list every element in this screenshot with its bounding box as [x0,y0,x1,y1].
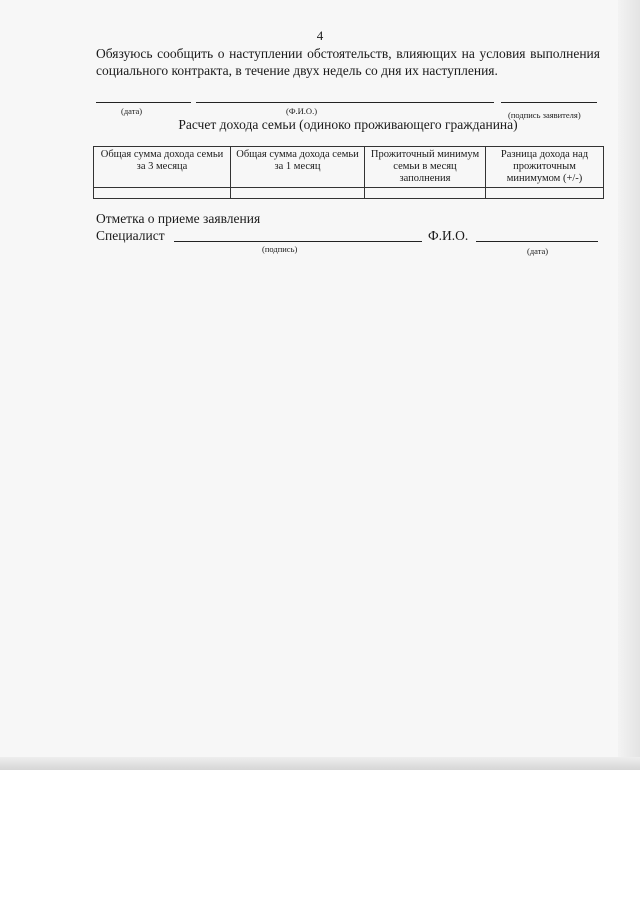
table-row [94,188,604,199]
reception-heading: Отметка о приеме заявления [96,211,261,226]
specialist-signature-caption: (подпись) [262,244,298,254]
page-edge-shadow [618,0,640,770]
header-income-3-months: Общая сумма дохода семьи за 3 месяца [94,147,231,188]
specialist-signature-line[interactable] [174,241,422,242]
specialist-label: Специалист [96,228,165,243]
applicant-signature-caption: (подпись заявителя) [508,110,581,120]
applicant-signature-line[interactable] [501,102,597,103]
header-income-difference: Разница дохода над прожиточным минимумом (+/-) [486,147,604,188]
reception-date-caption: (дата) [527,246,549,256]
table-header-row [94,147,604,188]
commitment-paragraph: Обязуюсь сообщить о наступлении обстоятельств, влияющих на условия выполнения социального контракта, в течение двух недель со дня их наступления. [96,46,600,78]
income-table [93,146,604,199]
page-bottom-shadow [0,757,640,770]
reception-date-line[interactable] [476,241,598,242]
cell-income-difference[interactable] [486,188,604,199]
header-income-1-month: Общая сумма дохода семьи за 1 месяц [231,147,365,188]
header-subsistence-minimum: Прожиточный минимум семьи в месяц заполнения [365,147,486,188]
cell-income-1-month[interactable] [231,188,365,199]
fio-line[interactable] [196,102,494,103]
cell-subsistence-minimum[interactable] [365,188,486,199]
cell-income-3-months[interactable] [94,188,231,199]
fio-label: Ф.И.О. [428,228,469,243]
page-number: 4 [316,28,324,43]
date-caption: (дата) [121,106,143,116]
table-title: Расчет дохода семьи (одиноко проживающего гражданина) [178,117,518,132]
fio-caption: (Ф.И.О.) [286,106,318,116]
date-line[interactable] [96,102,191,103]
